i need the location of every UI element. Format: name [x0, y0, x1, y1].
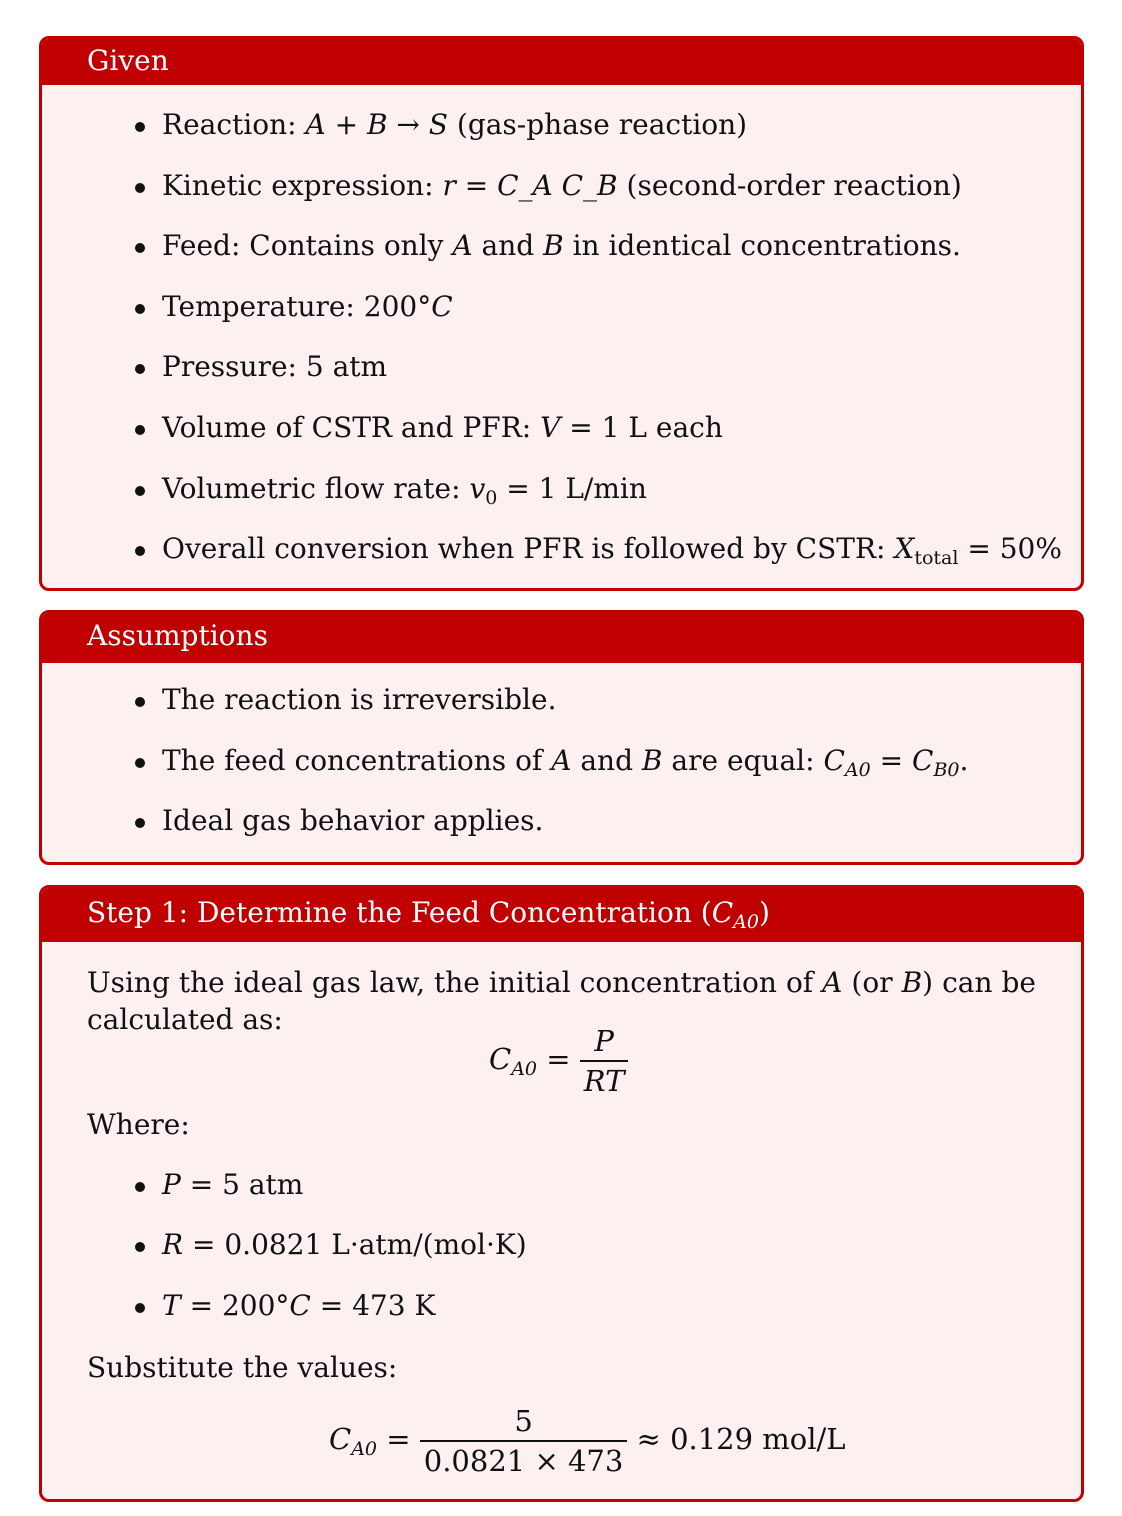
ideal-gas-equation: $C_{A0}$ = $\frac{P}{RT}$: [489, 1022, 628, 1100]
rate-expression: r = C_A C_B: [442, 169, 618, 202]
fraction: $\frac{P}{RT}$: [580, 1022, 629, 1100]
step1-box: [39, 885, 1084, 1502]
assumptions-box: [39, 610, 1084, 865]
assumptions-header: Assumptions: [42, 613, 1081, 663]
given-header: Given: [42, 39, 1081, 85]
list-item: P = 5 atm: [162, 1168, 304, 1201]
concentration-result-equation: $C_{A0}$ = $\frac{5}{0.0821 \times 473}$ ≈ 0.129 mol/L: [329, 1404, 846, 1478]
list-item: R = 0.0821 L·atm/(mol·K): [162, 1228, 527, 1261]
list-item: The reaction is irreversible.: [162, 683, 557, 716]
list-item: Reaction: A + B → S (gas-phase reaction): [162, 108, 748, 141]
list-item: Ideal gas behavior applies.: [162, 804, 544, 837]
list-item: Overall conversion when PFR is followed by CSTR: $X_{total} = 50\%$: [162, 532, 1062, 569]
intro-paragraph: Using the ideal gas law, the initial concentration of A (or B) can be calculated as:: [87, 966, 1036, 1036]
list-item: Volume of CSTR and PFR: V = 1 L each: [162, 411, 723, 444]
fraction: $\frac{5}{0.0821 \times 473}$: [420, 1402, 628, 1480]
reaction-equation: A + B → S: [305, 108, 448, 141]
list-item: Pressure: 5 atm: [162, 350, 388, 383]
given-box: [39, 36, 1084, 591]
list-item: Feed: Contains only A and B in identical concentrations.: [162, 229, 961, 262]
where-label: Where:: [87, 1108, 190, 1141]
list-item: Kinetic expression: r = C_A C_B (second-order reaction): [162, 169, 962, 202]
list-item: Volumetric flow rate: $v_0 = 1$ L/min: [162, 472, 647, 509]
list-item: The feed concentrations of A and B are equal: $C_{A0} = C_{B0}$.: [162, 744, 969, 781]
substitute-label: Substitute the values:: [87, 1351, 398, 1384]
step1-header: Step 1: Determine the Feed Concentration $(C_{A0})$: [42, 888, 1081, 942]
list-item: T = 200°C = 473 K: [162, 1289, 436, 1322]
list-item: Temperature: 200°C: [162, 290, 453, 323]
